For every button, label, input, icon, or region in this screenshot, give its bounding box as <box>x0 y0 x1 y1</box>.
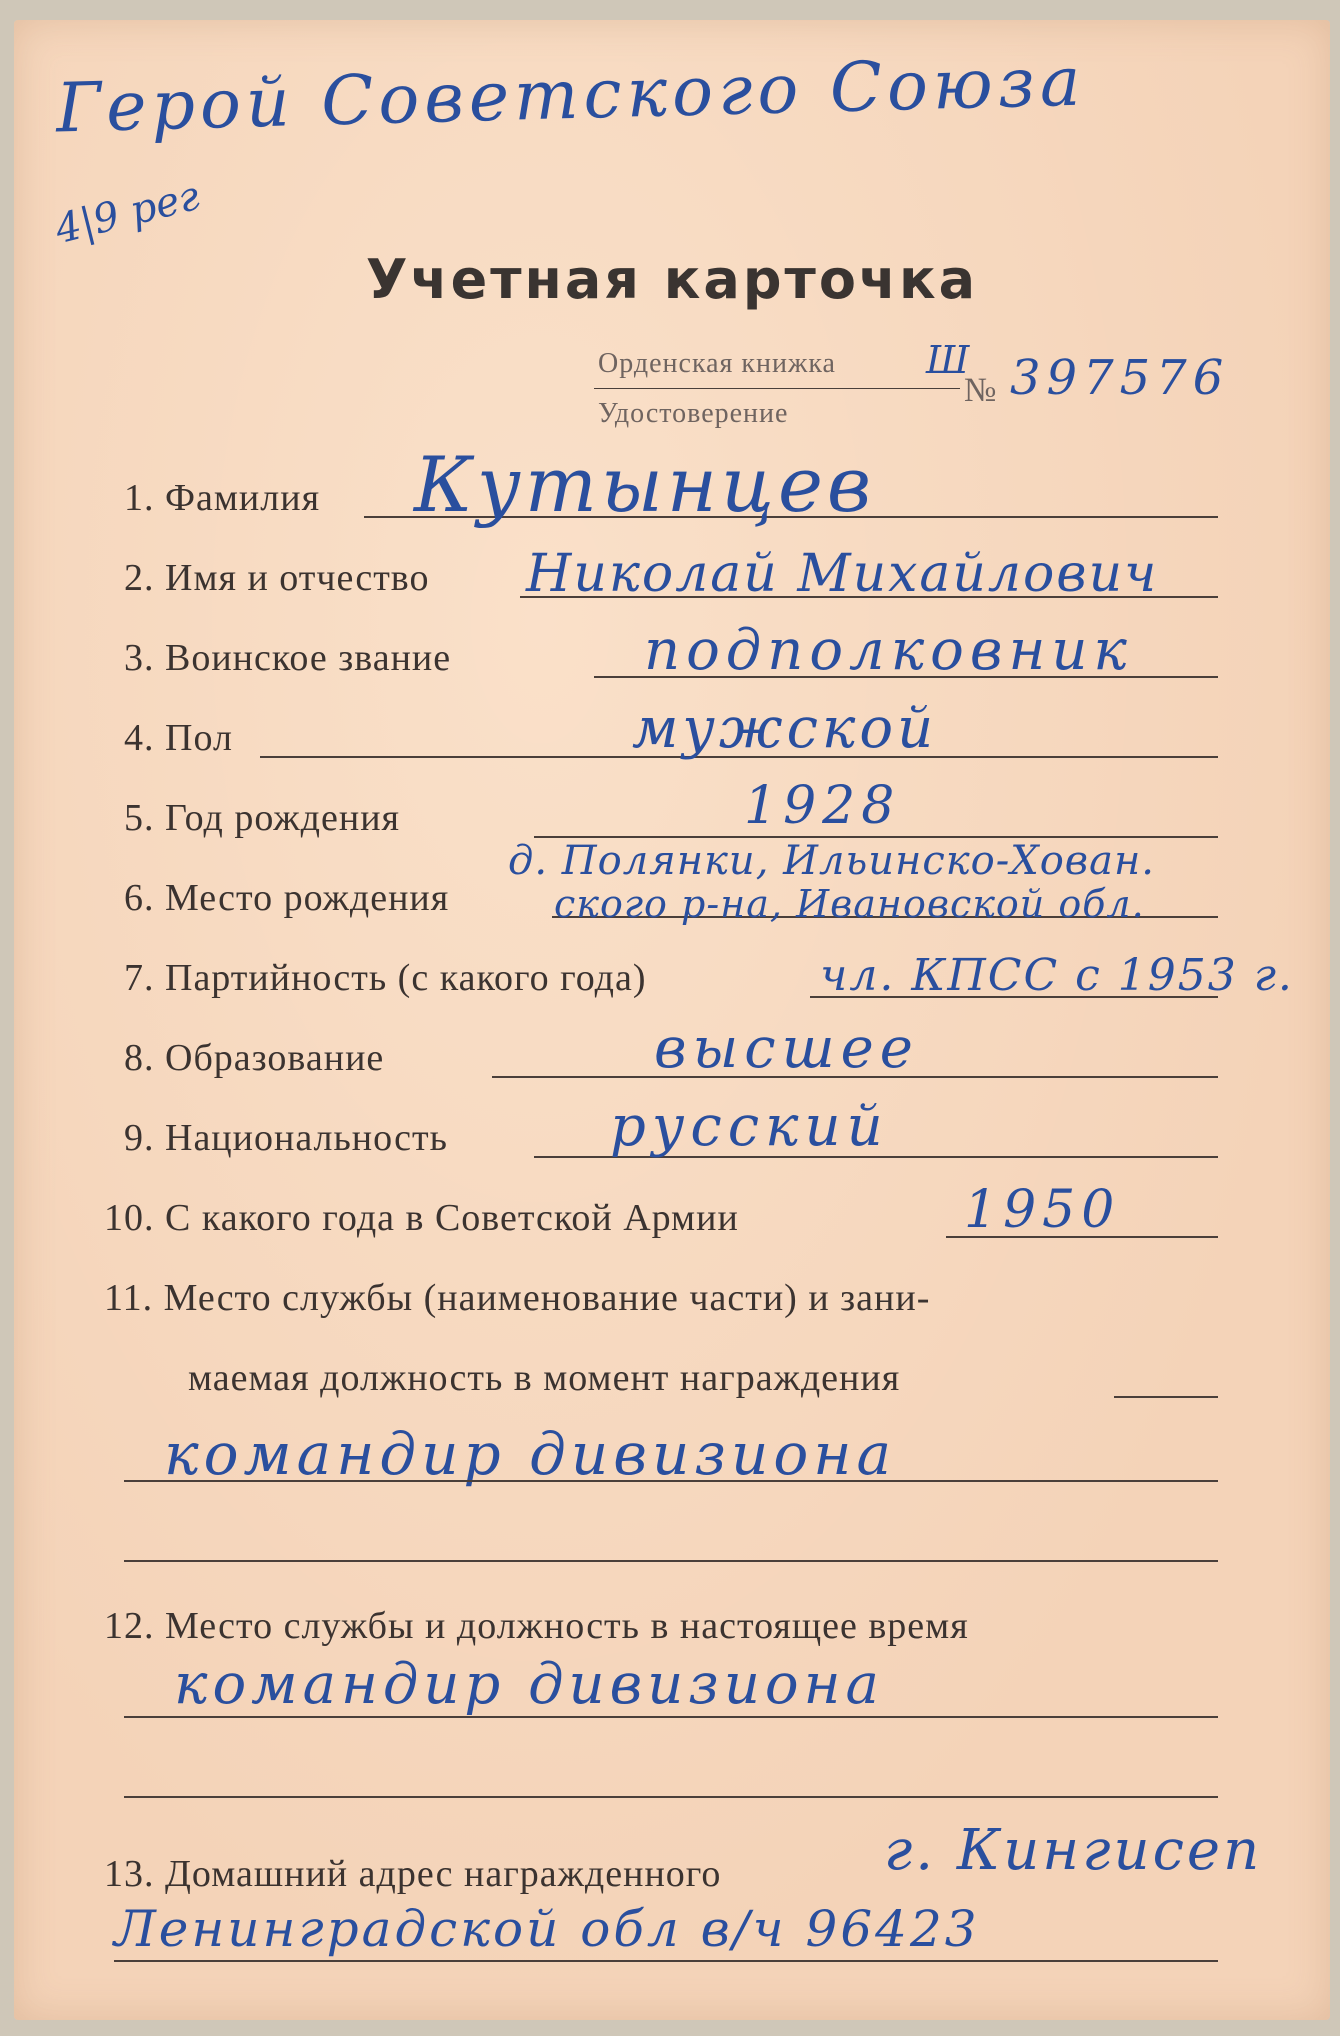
rank-value: подполковник <box>644 618 1133 683</box>
home-address-line <box>114 1960 1218 1962</box>
birth-place-value-line2: ского р-на, Ивановской обл. <box>554 882 1145 926</box>
birth-place-value-line1: д. Полянки, Ильинско-Хован. <box>508 838 1155 884</box>
service-at-award-line-a <box>1114 1396 1218 1398</box>
army-since-value: 1950 <box>964 1180 1121 1240</box>
service-now-line-a <box>124 1716 1218 1718</box>
certificate-label: Удостоверение <box>598 398 789 429</box>
birth-year-value: 1928 <box>744 776 901 836</box>
order-book-number: 397576 <box>1010 350 1230 406</box>
name-label: 2. Имя и отчество <box>124 557 430 599</box>
home-address-value-line2: Ленинградской обл в/ч 96423 <box>114 1900 980 1958</box>
party-value: чл. КПСС с 1953 г. <box>820 950 1294 1001</box>
service-at-award-value: командир дивизиона <box>164 1420 897 1488</box>
sex-label: 4. Пол <box>124 717 233 759</box>
order-book-label: Орденская книжка <box>598 348 836 379</box>
army-since-label: 10. С какого года в Советской Армии <box>104 1197 739 1239</box>
order-book-divider <box>594 388 960 389</box>
sex-value: мужской <box>632 696 938 761</box>
name-value: Николай Михайлович <box>526 544 1159 604</box>
education-label: 8. Образование <box>124 1037 385 1079</box>
home-address-label: 13. Домашний адрес награжденного <box>104 1853 722 1895</box>
service-now-label: 12. Место службы и должность в настоящее время <box>104 1605 969 1647</box>
nationality-value: русский <box>610 1094 889 1159</box>
service-now-line-b <box>124 1796 1218 1798</box>
birth-place-label: 6. Место рождения <box>124 877 450 919</box>
birth-year-label: 5. Год рождения <box>124 797 401 839</box>
rank-label: 3. Воинское звание <box>124 637 452 679</box>
service-at-award-label-line2: маемая должность в момент награждения <box>188 1357 901 1399</box>
nationality-label: 9. Национальность <box>124 1117 448 1159</box>
service-at-award-label-line1: 11. Место службы (наименование части) и зани- <box>104 1277 931 1319</box>
card-title: Учетная карточка <box>365 248 979 311</box>
surname-label: 1. Фамилия <box>124 477 321 519</box>
home-address-value-line1: г. Кингисеп <box>884 1818 1263 1883</box>
service-at-award-line-b <box>124 1480 1218 1482</box>
party-label: 7. Партийность (с какого года) <box>124 957 647 999</box>
award-record-card <box>14 20 1330 2020</box>
order-book-series: Ш <box>926 338 970 382</box>
service-now-value: командир дивизиона <box>174 1652 884 1717</box>
handwritten-title: Герой Советского Союза <box>55 42 1087 149</box>
service-at-award-line-c <box>124 1560 1218 1562</box>
number-sign: № <box>964 372 998 409</box>
handwritten-margin-note: 4|9 рег <box>50 172 204 254</box>
education-value: высшее <box>654 1016 919 1081</box>
surname-value: Кутынцев <box>414 440 876 529</box>
